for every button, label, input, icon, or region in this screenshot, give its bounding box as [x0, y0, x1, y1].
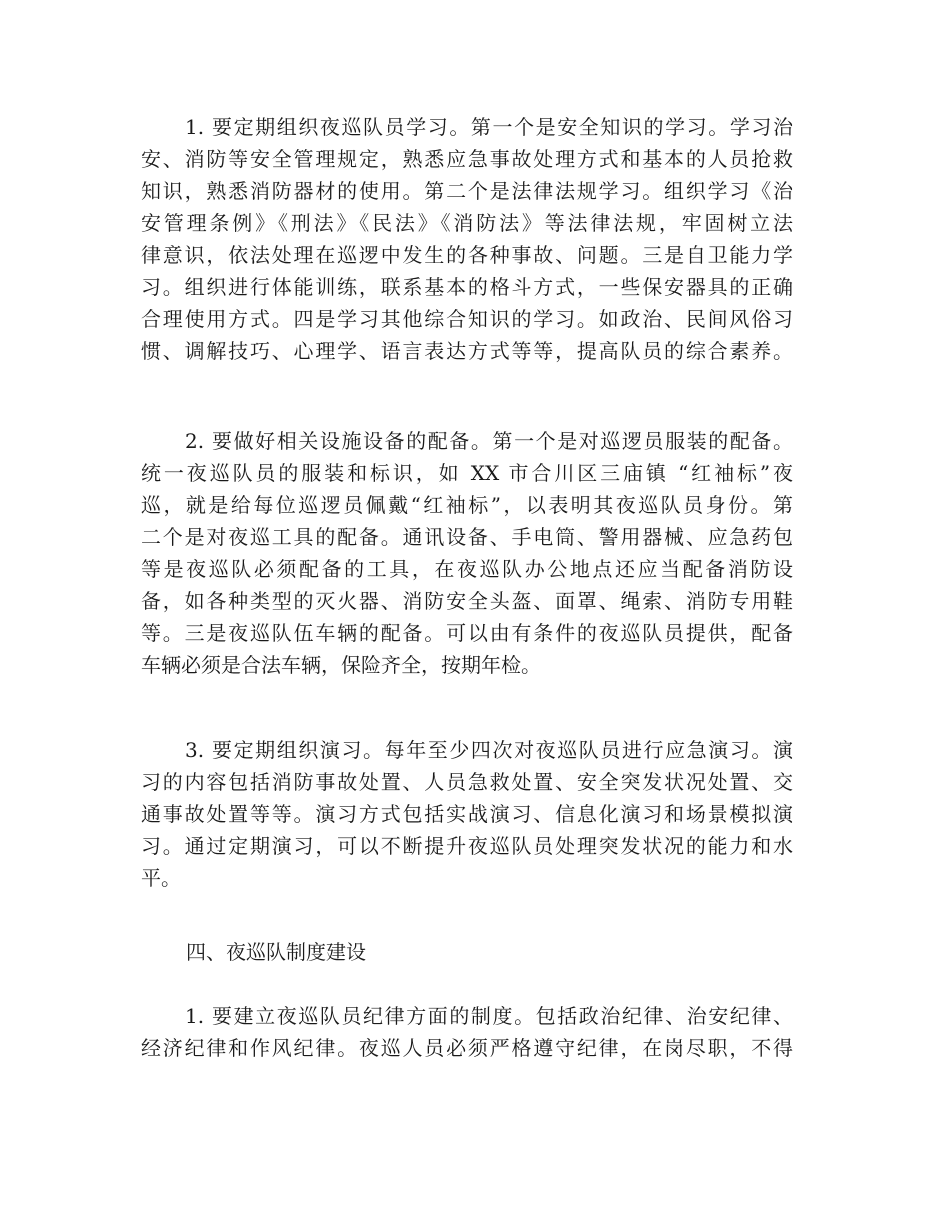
- paragraph-line: 合理使用方式。四是学习其他综合知识的学习。如政治、民间风俗习: [141, 307, 793, 331]
- paragraph-line: 通事故处置等等。演习方式包括实战演习、信息化演习和场景模拟演: [141, 802, 793, 826]
- paragraph-line: 安、消防等安全管理规定，熟悉应急事故处理方式和基本的人员抢救: [141, 147, 793, 171]
- paragraph-line: 车辆必须是合法车辆，保险齐全，按期年检。: [141, 653, 541, 677]
- paragraph-line: 备，如各种类型的灭火器、消防安全头盔、面罩、绳索、消防专用鞋: [141, 589, 793, 613]
- paragraph-line: 律意识，依法处理在巡逻中发生的各种事故、问题。三是自卫能力学: [141, 243, 793, 267]
- paragraph-line: 1. 要建立夜巡队员纪律方面的制度。包括政治纪律、治安纪律、: [185, 1004, 793, 1028]
- paragraph-equipment: [141, 425, 793, 681]
- paragraph-line: 1. 要定期组织夜巡队员学习。第一个是安全知识的学习。学习治: [185, 115, 793, 139]
- paragraph-line: 3. 要定期组织演习。每年至少四次对夜巡队员进行应急演习。演: [185, 738, 793, 762]
- paragraph-line: 习。通过定期演习，可以不断提升夜巡队员处理突发状况的能力和水: [141, 834, 793, 858]
- paragraph-study: [141, 111, 793, 367]
- paragraph-line: 等。三是夜巡队伍车辆的配备。可以由有条件的夜巡队员提供，配备: [141, 621, 793, 645]
- paragraph-line: 习。组织进行体能训练，联系基本的格斗方式，一些保安器具的正确: [141, 275, 793, 299]
- paragraph-line: 知识，熟悉消防器材的使用。第二个是法律法规学习。组织学习《治: [141, 179, 793, 203]
- paragraph-line: 等是夜巡队必须配备的工具，在夜巡队办公地点还应当配备消防设: [141, 557, 793, 581]
- paragraph-line: 2. 要做好相关设施设备的配备。第一个是对巡逻员服装的配备。: [185, 429, 793, 453]
- paragraph-line: 巡，就是给每位巡逻员佩戴“红袖标”，以表明其夜巡队员身份。第: [141, 493, 793, 517]
- paragraph-line: 惯、调解技巧、心理学、语言表达方式等等，提高队员的综合素养。: [141, 339, 793, 363]
- paragraph-line: 二个是对夜巡工具的配备。通讯设备、手电筒、警用器械、应急药包: [141, 525, 793, 549]
- paragraph-discipline: [141, 1000, 793, 1064]
- paragraph-line: 习的内容包括消防事故处置、人员急救处置、安全突发状况处置、交: [141, 770, 793, 794]
- section-heading: 四、夜巡队制度建设: [186, 940, 366, 964]
- paragraph-line: 平。: [141, 866, 181, 890]
- paragraph-line: 统一夜巡队员的服装和标识，如 XX 市合川区三庙镇 “红袖标”夜: [141, 461, 793, 485]
- paragraph-drills: [141, 734, 793, 894]
- paragraph-line: 安管理条例》《刑法》《民法》《消防法》等法律法规，牢固树立法: [141, 211, 793, 235]
- paragraph-line: 经济纪律和作风纪律。夜巡人员必须严格遵守纪律，在岗尽职，不得: [141, 1036, 793, 1060]
